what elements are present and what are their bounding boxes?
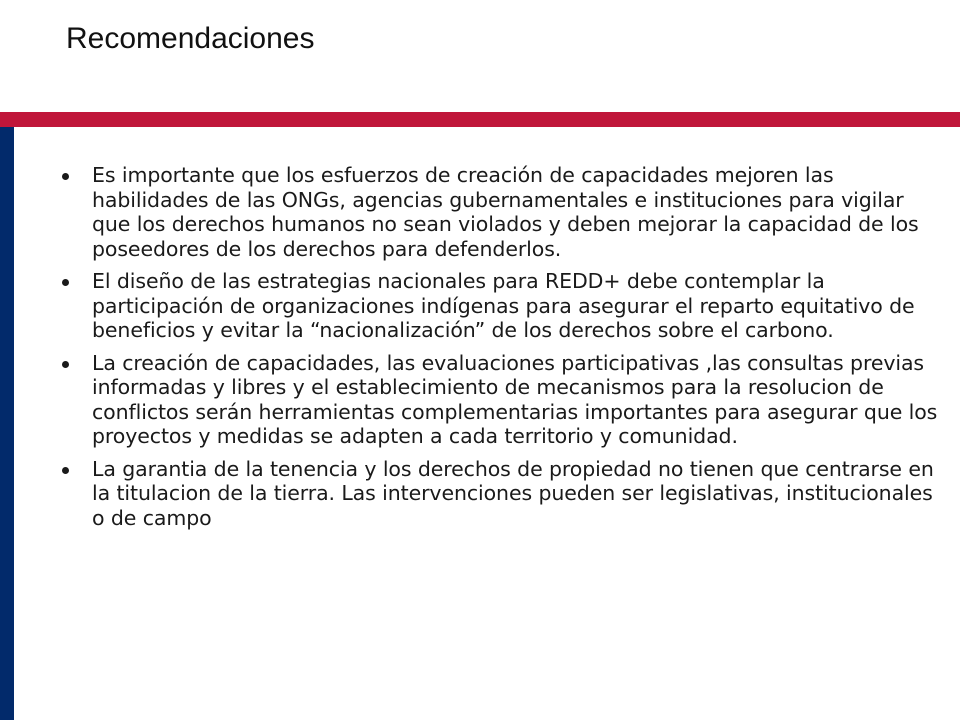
slide-title: Recomendaciones — [66, 22, 315, 55]
bullet-point-icon — [62, 361, 69, 368]
bullet-item-2 — [0, 269, 940, 343]
bullet-text-3: La creación de capacidades, las evaluaciones participativas ,las consultas previas informadas y libres y el establecimiento de mecanismos para la resolucion de conflictos serán herramientas complementarias importantes para asegurar que los proyectos y medidas se adapten a cada territorio y comunidad. — [92, 350, 938, 448]
bullet-text-1: Es importante que los esfuerzos de creación de capacidades mejoren las habilidades de las ONGs, agencias gubernamentales e instituciones para vigilar que los derechos humanos no sean violados y deben mejorar la capacidad de los poseedores de los derechos para defenderlos. — [92, 163, 919, 261]
header-red-band — [0, 112, 960, 127]
bullet-list — [0, 163, 940, 538]
bullet-point-icon — [62, 173, 69, 180]
bullet-text-4: La garantia de la tenencia y los derechos de propiedad no tienen que centrarse en la titulacion de la tierra. Las intervenciones pueden ser legislativas, institucionales o de campo — [92, 456, 934, 530]
bullet-point-icon — [62, 467, 69, 474]
bullet-item-1 — [0, 163, 940, 261]
bullet-text-2: El diseño de las estrategias nacionales para REDD+ debe contemplar la participación de organizaciones indígenas para asegurar el reparto equitativo de beneficios y evitar la “nacionalización” de los derechos sobre el carbono. — [92, 269, 915, 342]
bullet-item-4 — [0, 457, 940, 531]
bullet-point-icon — [62, 279, 69, 286]
bullet-item-3 — [0, 351, 940, 449]
